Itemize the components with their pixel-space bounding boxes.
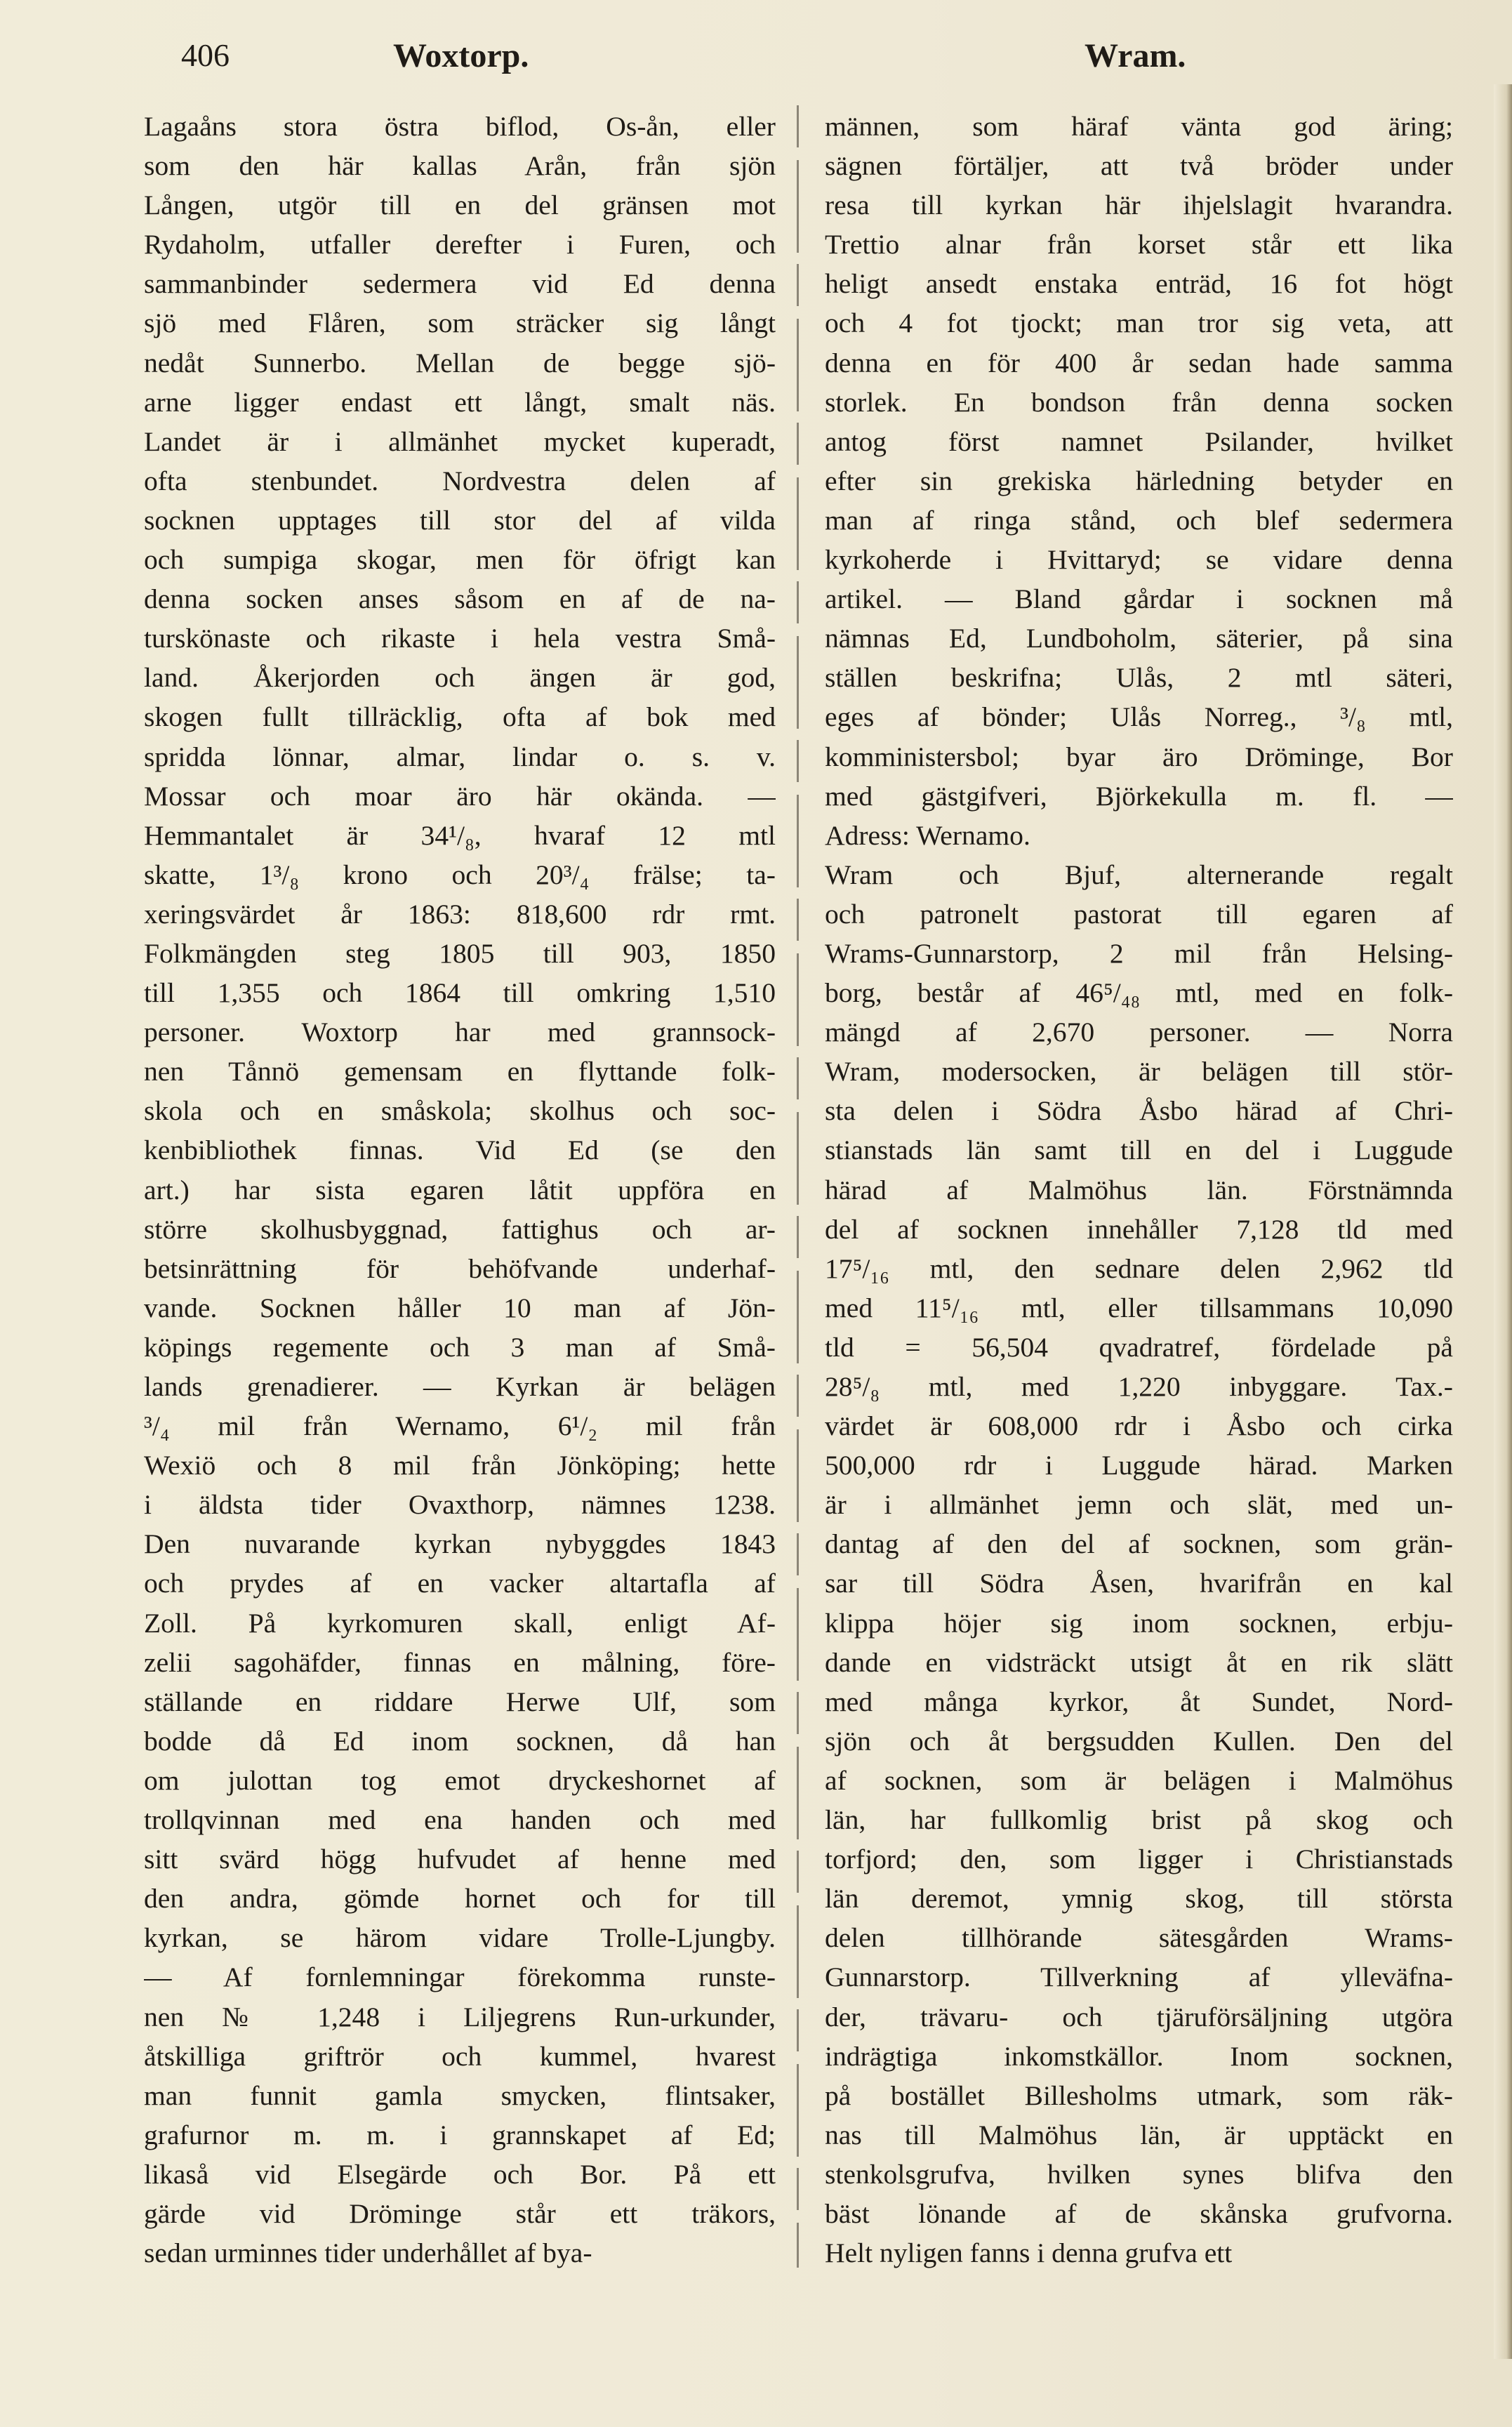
- right-column-line: af socknen, som är belägen i Malmöhus: [825, 1764, 1453, 1796]
- right-column-line: indrägtiga inkomstkällor. Inom socknen,: [825, 2040, 1453, 2072]
- left-column-line: man funnit gamla smycken, flintsaker,: [144, 2079, 776, 2111]
- right-column-line: Adress: Wernamo.: [825, 819, 1030, 851]
- left-column-line: denna socken anses såsom en af de na-: [144, 583, 776, 615]
- left-column-line: skola och en småskola; skolhus och soc-: [144, 1095, 776, 1127]
- right-column-line: Wram och Bjuf, alternerande regalt: [825, 859, 1453, 890]
- right-column-line: man af ringa stånd, och blef sedermera: [825, 504, 1453, 536]
- left-column-line: ställande en riddare Herwe Ulf, som: [144, 1686, 776, 1717]
- right-column-line: med gästgifveri, Björkekulla m. fl. —: [825, 780, 1453, 812]
- right-column-line: dande en vidsträckt utsigt åt en rik slätt: [825, 1646, 1453, 1678]
- left-column-line: Wexiö och 8 mil från Jönköping; hette: [144, 1450, 776, 1481]
- left-column-line: lands grenadierer. — Kyrkan är belägen: [144, 1371, 776, 1402]
- left-column-line: Hemmantalet är 34¹/₈, hvaraf 12 mtl: [144, 819, 776, 851]
- left-column-line: kyrkan, se härom vidare Trolle-Ljungby.: [144, 1922, 776, 1954]
- right-column-line: är i allmänhet jemn och slät, med un-: [825, 1489, 1453, 1521]
- left-column-line: Landet är i allmänhet mycket kuperadt,: [144, 425, 776, 457]
- right-column-line: torfjord; den, som ligger i Christianstads: [825, 1844, 1453, 1875]
- left-column: [144, 107, 776, 2273]
- right-column: [825, 107, 1453, 2273]
- left-column-line: Rydaholm, utfaller derefter i Furen, och: [144, 229, 776, 260]
- left-column-line: Lången, utgör till en del gränsen mot: [144, 190, 776, 221]
- left-column-line: i äldsta tider Ovaxthorp, nämnes 1238.: [144, 1489, 776, 1521]
- right-column-line: eges af bönder; Ulås Norreg., ³/₈ mtl,: [825, 701, 1453, 733]
- left-column-line: skatte, 1³/₈ krono och 20³/₄ frälse; ta-: [144, 859, 776, 890]
- left-column-line: om julottan tog emot dryckeshornet af: [144, 1764, 776, 1796]
- right-column-line: tld = 56,504 qvadratref, fördelade på: [825, 1331, 1453, 1363]
- right-column-line: Wram, modersocken, är belägen till stör-: [825, 1056, 1453, 1087]
- right-column-line: Wrams-Gunnarstorp, 2 mil från Helsing-: [825, 937, 1453, 969]
- left-column-line: nen Tånnö gemensam en flyttande folk-: [144, 1056, 776, 1087]
- right-column-line: mängd af 2,670 personer. — Norra: [825, 1017, 1453, 1048]
- left-column-line: kenbibliothek finnas. Vid Ed (se den: [144, 1135, 776, 1166]
- right-column-line: sägnen förtäljer, att två bröder under: [825, 150, 1453, 182]
- left-column-line: bodde då Ed inom socknen, då han: [144, 1725, 776, 1757]
- column-divider: [797, 105, 799, 2268]
- left-column-line: ofta stenbundet. Nordvestra delen af: [144, 465, 776, 496]
- right-column-line: med många kyrkor, åt Sundet, Nord-: [825, 1686, 1453, 1717]
- right-column-line: del af socknen innehåller 7,128 tld med: [825, 1213, 1453, 1245]
- left-column-line: större skolhusbyggnad, fattighus och ar-: [144, 1213, 776, 1245]
- right-column-line: med 11⁵/₁₆ mtl, eller tillsammans 10,090: [825, 1292, 1453, 1323]
- right-column-line: och 4 fot tjockt; man tror sig veta, att: [825, 307, 1453, 339]
- running-head-right: Wram.: [1085, 37, 1186, 74]
- right-column-line: dantag af den del af socknen, som grän-: [825, 1528, 1453, 1560]
- right-column-line: Gunnarstorp. Tillverkning af ylleväfna-: [825, 1962, 1453, 1993]
- left-column-line: Zoll. På kyrkomuren skall, enligt Af-: [144, 1607, 776, 1639]
- left-column-line: personer. Woxtorp har med grannsock-: [144, 1017, 776, 1048]
- right-column-line: efter sin grekiska härledning betyder en: [825, 465, 1453, 496]
- right-column-line: klippa höjer sig inom socknen, erbju-: [825, 1607, 1453, 1639]
- right-column-line: der, trävaru- och tjäruförsäljning utgöra: [825, 2001, 1453, 2032]
- left-column-line: sjö med Flåren, som sträcker sig långt: [144, 307, 776, 339]
- left-column-line: Mossar och moar äro här okända. —: [144, 780, 776, 812]
- right-column-line: Trettio alnar från korset står ett lika: [825, 229, 1453, 260]
- right-column-line: borg, består af 46⁵/₄₈ mtl, med en folk-: [825, 977, 1453, 1009]
- left-column-line: nen № 1,248 i Liljegrens Run-urkunder,: [144, 2001, 776, 2032]
- left-column-line: ³/₄ mil från Wernamo, 6¹/₂ mil från: [144, 1410, 776, 1442]
- running-head-left: Woxtorp.: [393, 37, 529, 74]
- right-column-line: stenkolsgrufva, hvilken synes blifva den: [825, 2158, 1453, 2190]
- page-edge: [1494, 84, 1512, 2359]
- left-column-line: Folkmängden steg 1805 till 903, 1850: [144, 937, 776, 969]
- left-column-line: xeringsvärdet år 1863: 818,600 rdr rmt.: [144, 898, 776, 930]
- left-column-line: och sumpiga skogar, men för öfrigt kan: [144, 544, 776, 576]
- left-column-line: arne ligger endast ett långt, smalt näs.: [144, 386, 776, 418]
- right-column-line: heligt ansedt enstaka enträd, 16 fot högt: [825, 268, 1453, 300]
- right-column-line: männen, som häraf vänta god äring;: [825, 111, 1453, 142]
- right-column-line: ställen beskrifna; Ulås, 2 mtl säteri,: [825, 662, 1453, 694]
- left-column-line: grafurnor m. m. i grannskapet af Ed;: [144, 2119, 776, 2150]
- left-column-line: till 1,355 och 1864 till omkring 1,510: [144, 977, 776, 1009]
- left-column-line: vande. Socknen håller 10 man af Jön-: [144, 1292, 776, 1323]
- left-column-line: trollqvinnan med ena handen och med: [144, 1804, 776, 1836]
- right-column-line: storlek. En bondson från denna socken: [825, 386, 1453, 418]
- right-column-line: på bostället Billesholms utmark, som räk-: [825, 2079, 1453, 2111]
- left-column-line: åtskilliga griftrör och kummel, hvarest: [144, 2040, 776, 2072]
- right-column-line: 500,000 rdr i Luggude härad. Marken: [825, 1450, 1453, 1481]
- right-column-line: bäst lönande af de skånska grufvorna.: [825, 2197, 1453, 2229]
- left-column-line: likaså vid Elsegärde och Bor. På ett: [144, 2158, 776, 2190]
- right-column-line: denna en för 400 år sedan hade samma: [825, 347, 1453, 378]
- left-column-line: zelii sagohäfder, finnas en målning, före-: [144, 1646, 776, 1678]
- left-column-line: Den nuvarande kyrkan nybyggdes 1843: [144, 1528, 776, 1560]
- left-column-line: nedåt Sunnerbo. Mellan de begge sjö-: [144, 347, 776, 378]
- right-column-line: och patronelt pastorat till egaren af: [825, 898, 1453, 930]
- right-column-line: sjön och åt bergsudden Kullen. Den del: [825, 1725, 1453, 1757]
- left-column-line: skogen fullt tillräcklig, ofta af bok med: [144, 701, 776, 733]
- page-header: [0, 37, 1512, 86]
- right-column-line: härad af Malmöhus län. Förstnämnda: [825, 1174, 1453, 1205]
- right-column-line: sar till Södra Åsen, hvarifrån en kal: [825, 1568, 1453, 1599]
- left-column-line: sitt svärd högg hufvudet af henne med: [144, 1844, 776, 1875]
- right-column-line: Helt nyligen fanns i denna grufva ett: [825, 2237, 1233, 2269]
- right-column-line: nämnas Ed, Lundboholm, säterier, på sina: [825, 623, 1453, 654]
- right-column-line: sta delen i Södra Åsbo härad af Chri-: [825, 1095, 1453, 1127]
- left-column-line: betsinrättning för behöfvande underhaf-: [144, 1252, 776, 1284]
- right-column-line: 17⁵/₁₆ mtl, den sednare delen 2,962 tld: [825, 1252, 1453, 1284]
- left-column-line: art.) har sista egaren låtit uppföra en: [144, 1174, 776, 1205]
- left-column-line: spridda lönnar, almar, lindar o. s. v.: [144, 741, 776, 772]
- right-column-line: 28⁵/₈ mtl, med 1,220 inbyggare. Tax.-: [825, 1371, 1453, 1402]
- left-column-line: och prydes af en vacker altartafla af: [144, 1568, 776, 1599]
- left-column-line: köpings regemente och 3 man af Små-: [144, 1331, 776, 1363]
- right-column-line: resa till kyrkan här ihjelslagit hvarandra.: [825, 190, 1453, 221]
- left-column-line: sammanbinder sedermera vid Ed denna: [144, 268, 776, 300]
- left-column-line: sedan urminnes tider underhållet af bya-: [144, 2237, 592, 2269]
- right-column-line: stianstads län samt till en del i Luggude: [825, 1135, 1453, 1166]
- left-column-line: gärde vid Dröminge står ett träkors,: [144, 2197, 776, 2229]
- right-column-line: kyrkoherde i Hvittaryd; se vidare denna: [825, 544, 1453, 576]
- left-column-line: som den här kallas Arån, från sjön: [144, 150, 776, 182]
- right-column-line: artikel. — Bland gårdar i socknen må: [825, 583, 1453, 615]
- left-column-line: Lagaåns stora östra biflod, Os-ån, eller: [144, 111, 776, 142]
- left-column-line: socknen upptages till stor del af vilda: [144, 504, 776, 536]
- left-column-line: den andra, gömde hornet och for till: [144, 1883, 776, 1915]
- right-column-line: nas till Malmöhus län, är upptäckt en: [825, 2119, 1453, 2150]
- left-column-line: land. Åkerjorden och ängen är god,: [144, 662, 776, 694]
- right-column-line: komministersbol; byar äro Dröminge, Bor: [825, 741, 1453, 772]
- right-column-line: delen tillhörande sätesgården Wrams-: [825, 1922, 1453, 1954]
- left-column-line: — Af fornlemningar förekomma runste-: [144, 1962, 776, 1993]
- right-column-line: värdet är 608,000 rdr i Åsbo och cirka: [825, 1410, 1453, 1442]
- page-number: 406: [181, 37, 230, 73]
- right-column-line: antog först namnet Psilander, hvilket: [825, 425, 1453, 457]
- right-column-line: län, har fullkomlig brist på skog och: [825, 1804, 1453, 1836]
- right-column-line: län deremot, ymnig skog, till största: [825, 1883, 1453, 1915]
- left-column-line: turskönaste och rikaste i hela vestra Små-: [144, 623, 776, 654]
